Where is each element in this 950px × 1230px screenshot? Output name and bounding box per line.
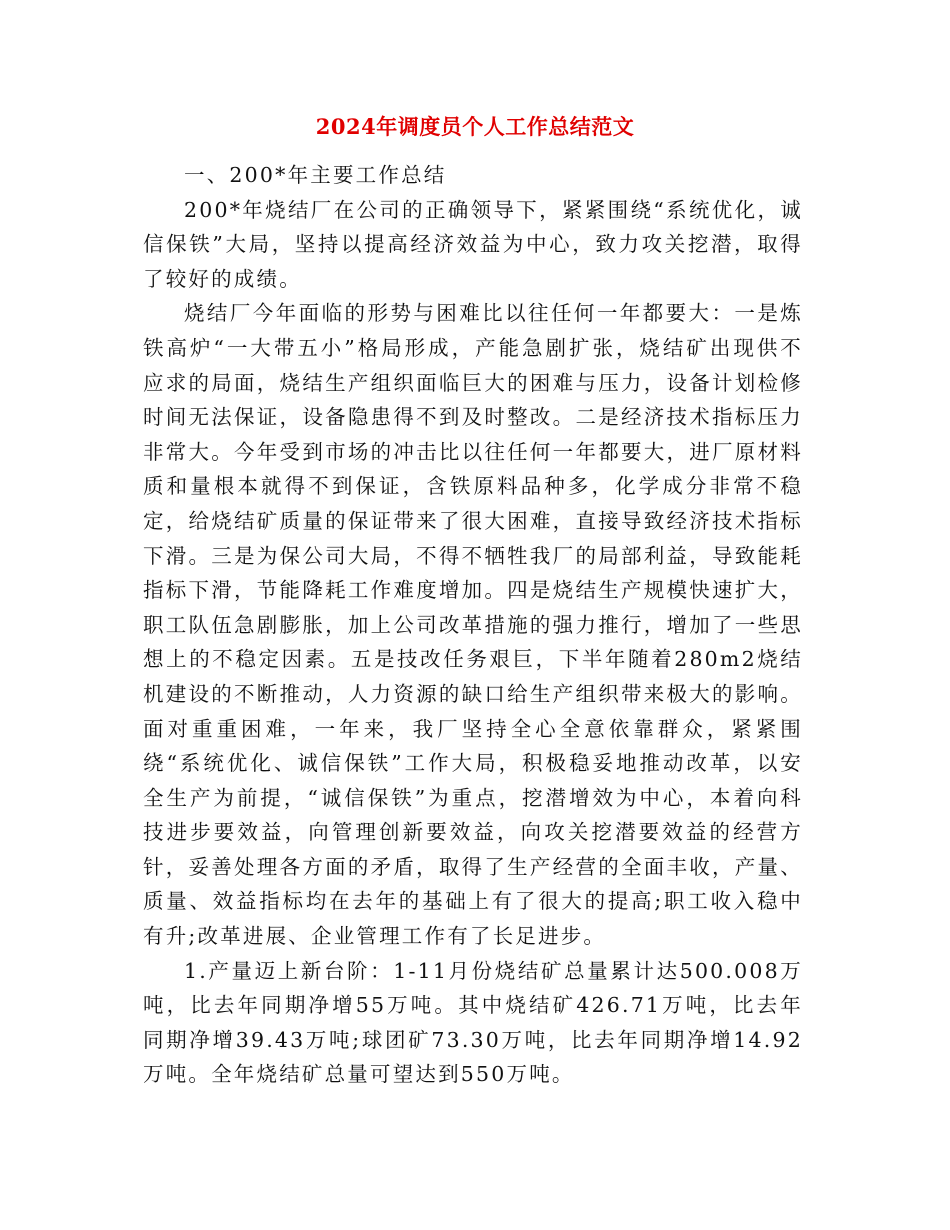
paragraph: 1.产量迈上新台阶：1-11月份烧结矿总量累计达500.008万吨，比去年同期净增55万吨。其中烧结矿426.71万吨，比去年同期净增39.43万吨;球团矿73.30万吨，比去年同期净增14.92万吨。全年烧结矿总量可望达到550万吨。 — [143, 958, 803, 1087]
paragraph: 200*年烧结厂在公司的正确领导下，紧紧围绕“系统优化，诚信保铁”大局，坚持以提高经济效益为中心，致力攻关挖潜，取得了较好的成绩。 — [143, 197, 803, 291]
section-heading: 一、200*年主要工作总结 — [184, 163, 447, 187]
paragraph: 烧结厂今年面临的形势与困难比以往任何一年都要大：一是炼铁高炉“一大带五小”格局形成，产能急剧扩张，烧结矿出现供不应求的局面，烧结生产组织面临巨大的困难与压力，设备计划检修时间无法保证，设备隐患得不到及时整改。二是经济技术指标压力非常大。今年受到市场的冲击比以往任何一年都要大，进厂原材料质和量根本就得不到保证，含铁原料品种多，化学成分非常不稳定，给烧结矿质量的保证带来了很大困难，直接导致经济技术指标下滑。三是为保公司大局，不得不牺牲我厂的局部利益，导致能耗指标下滑，节能降耗工作难度增加。四是烧结生产规模快速扩大，职工队伍急剧膨胀，加上公司改革措施的强力推行，增加了一些思想上的不稳定因素。五是技改任务艰巨，下半年随着280m2烧结机建设的不断推动，人力资源的缺口给生产组织带来极大的影响。面对重重困难，一年来，我厂坚持全心全意依靠群众，紧紧围绕“系统优化、诚信保铁”工作大局，积极稳妥地推动改革，以安全生产为前提，“诚信保铁”为重点，挖潜增效为中心，本着向科技进步要效益，向管理创新要效益，向攻关挖潜要效益的经营方针，妥善处理各方面的矛盾，取得了生产经营的全面丰收，产量、质量、效益指标均在去年的基础上有了很大的提高;职工收入稳中有升;改革进展、企业管理工作有了长足进步。 — [143, 301, 803, 949]
document-title: 2024年调度员个人工作总结范文 — [315, 114, 635, 139]
document-body — [143, 158, 803, 1092]
